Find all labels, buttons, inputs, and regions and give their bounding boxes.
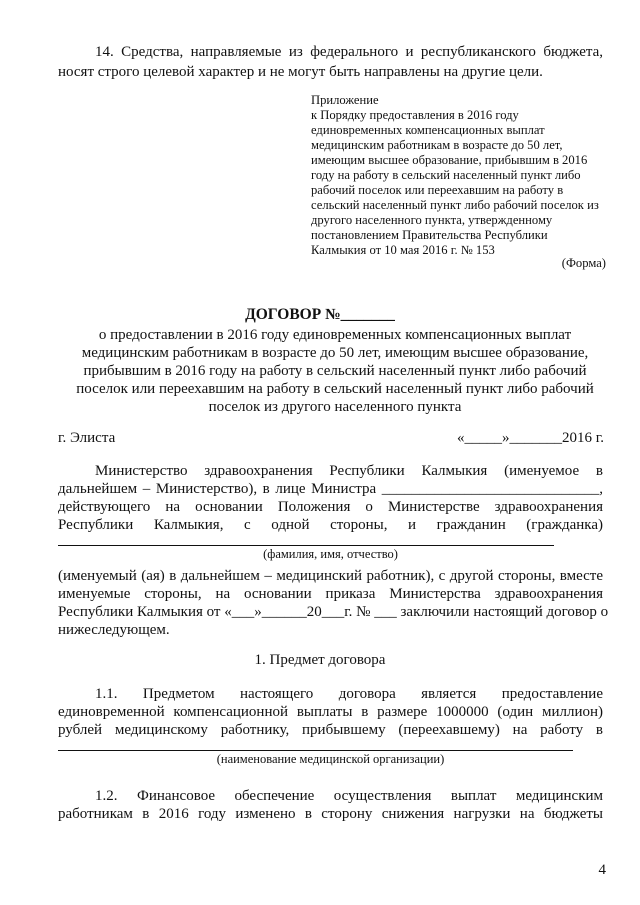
contract-date: «_____»_______2016 г. [457,430,604,446]
preamble-line-3: действующего на основании Положения о Министерстве здравоохранения [58,499,603,515]
appendix-line: сельский населенный пункт либо рабочий поселок из [311,198,599,212]
subtitle-line: о предоставлении в 2016 году единовременных компенсационных выплат [98,327,572,343]
item-14-line-2: носят строго целевой характер и не могут быть направлены на другие цели. [58,64,543,80]
preamble-line-1: Министерство здравоохранения Республики Калмыкия (именуемое в [95,463,603,479]
subtitle-line: поселок из другого населенного пункта [208,399,462,415]
appendix-line: постановлением Правительства Республики [311,228,548,242]
appendix-line: году на работу в сельский населенный пункт либо [311,168,581,182]
appendix-line: к Порядку предоставления в 2016 году [311,108,519,122]
appendix-block [311,93,611,258]
preamble-line-4: Республики Калмыкия, с одной стороны, и гражданин (гражданка) [58,517,603,533]
p11-line-1: 1.1. Предметом настоящего договора является предоставление [95,686,603,702]
city: г. Элиста [58,430,116,446]
organization-caption: (наименование медицинской организации) [216,752,445,766]
appendix-line: имеющим высшее образование, прибывшим в 2016 [311,153,588,167]
appendix-line: единовременных компенсационных выплат [311,123,545,137]
subtitle-line: поселок или переехавшим на работу в сельский населенный пункт либо рабочий [76,381,594,397]
appendix-line: Приложение [311,93,379,107]
organization-fill-line [58,750,573,751]
p12-line-2: работникам в 2016 году изменено в сторону снижения нагрузки на бюджеты [58,806,603,822]
appendix-line: Калмыкия от 10 мая 2016 г. № 153 [311,243,495,257]
item-14-line-1: 14. Средства, направляемые из федерального и республиканского бюджета, [95,44,603,60]
appendix-line: другого населенного пункта, утвержденному [311,213,553,227]
p12-line-1: 1.2. Финансовое обеспечение осуществления выплат медицинским [95,788,603,804]
form-label: (Форма) [561,256,606,270]
fio-caption: (фамилия, имя, отчество) [263,547,398,561]
appendix-line: рабочий поселок или переехавшим на работу в [311,183,564,197]
page-number: 4 [598,862,606,878]
subtitle-line: прибывшим в 2016 году на работу в сельский населенный пункт либо рабочий [83,363,587,379]
preamble-line-6: именуемые стороны, на основании приказа Министерства здравоохранения [58,586,603,602]
contract-title: ДОГОВОР №_______ [245,306,395,323]
preamble-line-2: дальнейшем – Министерство), в лице Министра _____________________________, [58,481,603,497]
preamble-line-8: нижеследующем. [58,622,170,638]
contract-subtitle [50,326,620,416]
p11-line-3: рублей медицинскому работнику, прибывшему (переехавшему) на работу в [58,722,603,738]
p11-line-2: единовременной компенсационной выплаты в размере 1000000 (один миллион) [58,704,603,720]
preamble-line-5: (именуемый (ая) в дальнейшем – медицинский работник), с другой стороны, вместе [58,568,603,584]
preamble-line-7: Республики Калмыкия от «___»______20___г. № ___ заключили настоящий договор о [58,604,609,620]
fio-fill-line [58,545,554,546]
subtitle-line: медицинским работникам в возрасте до 50 лет, имеющим высшее образование, [81,345,589,361]
section-1-heading: 1. Предмет договора [254,652,386,668]
appendix-line: медицинским работникам в возрасте до 50 лет, [311,138,563,152]
